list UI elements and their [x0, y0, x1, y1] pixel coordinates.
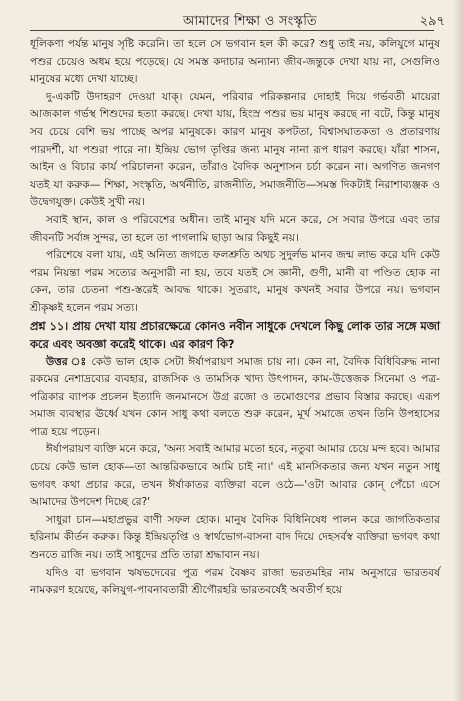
- header-rule: [30, 30, 434, 31]
- paragraph: পরিশেষে বলা যায়, এই অনিত্য জগতে ফলশ্রুতি অথচ সুদুর্লভ মানব জন্ম লাভ করে যদি কেউ পরম নিয়ন্তা পরম সত্যের অনুসারী না হয়, তবে যতই সে জ্ঞানী, গুণী, মানী বা পণ্ডিত হোক না কেন, তার চেতনা পশু-স্তরেই আবদ্ধ থাকে। সুতরাং, মানুষ কখনই সবার উপরে নয়। ভগবান শ্রীকৃষ্ণই হলেন পরম সত্য।: [30, 249, 440, 314]
- page-body: [30, 36, 440, 600]
- running-title: আমাদের শিক্ষা ও সংস্কৃতি: [183, 14, 317, 29]
- answer-label: উত্তর ঃ: [46, 355, 88, 368]
- page-edge-shadow: [453, 0, 463, 701]
- question-label: প্রশ্ন ১১।: [30, 319, 69, 333]
- answer-text: কেউ ভাল হোক সেটা ঈর্ষাপরায়ণ সমাজ চায় না। কেন না, বৈদিক বিধিবিরুদ্ধ নানা রকমের নেশাদ্রব্যের ব্যবহার, রাজসিক ও তামসিক খাদ্য উৎপাদন, কাম-উত্তেজক সিনেমা ও পত্র-পত্রিকার ব্যাপক প্রচলন ইত্যাদি জনমানসে উগ্র রজো ও তমোগুণের প্রভাব বিস্তার করছে। এরূপ সমাজ ব্যবস্থার ঊর্ধ্বে যখন কোন সাধু কথা বলতে শুরু করেন, মূর্খ সমাজে তখন তিনি উপহাসের পাত্র হয়ে পড়েন।: [30, 355, 440, 438]
- answer-block: [30, 354, 440, 442]
- page-number: ২৯৭: [419, 14, 445, 29]
- paragraph: ঈর্ষাপরায়ণ ব্যক্তি মনে করে, 'অন্য সবাই আমার মতো হবে, নতুবা আমার চেয়ে মন্দ হবে। আমার চেয়ে কেউ ভাল হোক—তা আন্তরিকভাবে আমি চাই না।' এই মানসিকতার জন্য যখন নতুন সাধু ভগবৎ কথা প্রচার করে, তখন ঈর্ষাকাতর ব্যক্তিরা বলে ওঠে—'ওটা আবার কোন্ পেঁচো এসে আমাদের উপদেশ দিচ্ছে রে?': [30, 443, 440, 509]
- question-block: [30, 318, 440, 354]
- paragraph: সাধুরা চান—মহাপ্রভুর বাণী সফল হোক। মানুষ বৈদিক বিধিনিষেধ পালন করে জাগতিকতার হরিনাম কীর্তন করুক। কিন্তু ইন্দ্রিয়তৃপ্তি ও স্বার্থভোগ-বাসনা বাদ দিয়ে দেহসর্বস্ব ব্যক্তিরা ভগবৎ কথা শুনতে রাজি নয়। তাই সাধুদের প্রতি তারা শ্রদ্ধাবান নয়।: [30, 513, 440, 562]
- paragraph: সবাই স্থান, কাল ও পরিবেশের অধীন। তাই মানুষ যদি মনে করে, সে সবার উপরে এবং তার জীবনটি সর্বাঙ্গ সুন্দর, তা হলে তা পাগলামি ছাড়া আর কিছুই নয়।: [30, 213, 440, 244]
- paragraph: যদিও বা ভগবান ঋষভদেবের পুত্র পরম বৈষ্ণব রাজা ভরতমহির নাম অনুসারে ভারতবর্ষ নামকরণ হয়েছে, কলিযুগ-পাবনাবতারী শ্রীগৌরহরি ভারতবর্ষেই অবতীর্ণ হয়ে: [30, 566, 440, 597]
- paragraph: ধূলিকণা পর্যন্ত মানুষ সৃষ্টি করেনি। তা হলে সে ভগবান হল কী করে? শুধু তাই নয়, কলিযুগে মানুষ পশুর চেয়েও অধম হয়ে পড়েছে। যে সমস্ত কদাচার অন্যান্য জীব-জন্তুকে দেখা যায় না, সেগুলিও মানুষের মধ্যে দেখা যাচ্ছে।: [30, 38, 440, 86]
- question-text: প্রায় দেখা যায় প্রচারক্ষেত্রে কোনও নবীন সাধুকে দেখলে কিছু লোক তার সঙ্গে মজা করে এবং অবজ্ঞা করেই থাকে। এর কারণ কি?: [30, 319, 440, 351]
- paragraph: দু-একটি উদাহরণ দেওয়া যাক্। যেমন, পরিবার পরিকল্পনার দোহাই দিয়ে গর্ভবতী মায়েরা আজকাল গর্ভস্থ শিশুদের হত্যা করছে। দেখা যায়, হিংস্র পশুর ভয় মানুষ করছে না বটে, কিন্তু মানুষ সব চেয়ে বেশি ভয় পাচ্ছে অপর মানুষকে। কারণ মানুষ কপটতা, বিশ্বাসঘাতকতা ও প্রতারণায় পারদর্শী, যা পশুরা পারে না। ইন্দ্রিয় ভোগ তৃপ্তির জন্য মানুষ নানা রূপ ধারণ করছে। যাঁরা শাসন, আইন ও বিচার কার্য পরিচালনা করেন, তাঁরাও বৈদিক অনুশাসন চর্চা করেন না। অগণিত জনগণ যতই যা করুক— শিক্ষা, সংস্কৃতি, অর্থনীতি, রাজনীতি, সমাজনীতি—সমস্ত দিকটাই নিরাশাব্যঞ্জক ও উদ্বেগযুক্ত। কেউই সুখী নয়।: [30, 90, 440, 209]
